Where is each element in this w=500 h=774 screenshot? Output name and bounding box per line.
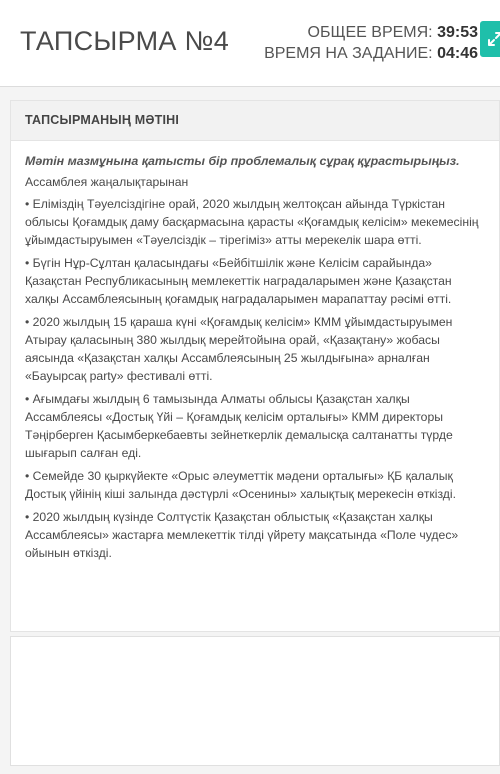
expand-button[interactable] (480, 21, 500, 57)
task-time-row (264, 43, 478, 64)
timers (264, 22, 478, 64)
news-paragraph: • Ағымдағы жылдың 6 тамызында Алматы облысы Қазақстан халқы Ассамблеясы «Достық Үйі – Қоғамдық келісім орталығы» КММ директоры Тәңірберген Қасымберкебаевты зейнеткерлік демалысқа салтанатты түрде шығарып салған еді. (25, 392, 453, 460)
task-text-card (10, 100, 500, 632)
task-time-label: ВРЕМЯ НА ЗАДАНИЕ: (264, 45, 433, 62)
task-time-value: 04:46 (437, 45, 478, 62)
task-question: Мәтін мазмұнына қатысты бір проблемалық сұрақ құрастырыңыз. (25, 154, 460, 168)
task-title: ТАПСЫРМА №4 (20, 26, 230, 56)
header-divider (0, 86, 500, 87)
header (0, 0, 500, 86)
news-paragraph: • 2020 жылдың 15 қараша күні «Қоғамдық келісім» КММ ұйымдастыруымен Атырау қаласының 380 жылдық мерейтойына орай, «Қазақтану» жобасы аясында «Қазақстан халқы Ассамблеясының 25 жылдығына» арналған «Бауырсақ party» фестивалі өтті. (25, 315, 453, 383)
answer-input[interactable] (10, 636, 500, 766)
task-text-body (11, 141, 499, 562)
news-paragraph: • Еліміздің Тәуелсіздігіне орай, 2020 жылдың желтоқсан айында Түркістан облысы Қоғамдық даму басқармасына қарасты «Қоғамдық келісім» мекемесінің ұйымдастыруымен «Тәуелсіздік – тірегіміз» атты мерекелік шара өтті. (25, 197, 479, 247)
total-time-label: ОБЩЕЕ ВРЕМЯ: (307, 24, 433, 41)
task-text-heading: ТАПСЫРМАНЫҢ МӘТІНІ (11, 101, 499, 141)
total-time-value: 39:53 (437, 24, 478, 41)
news-paragraph: • Семейде 30 қыркүйекте «Орыс әлеуметтік мәдени орталығы» ҚБ қалалық Достық үйінің кіші залында дәстүрлі «Осенины» халықтық мерекесін өткізді. (25, 469, 456, 501)
total-time-row (264, 22, 478, 43)
news-subheading: Ассамблея жаңалықтарынан (25, 175, 189, 189)
news-paragraph: • Бүгін Нұр-Сұлтан қаласындағы «Бейбітшілік және Келісім сарайында» Қазақстан Республикасының мемлекеттік наградаларымен және Қазақстан халқы Ассамблеясының қоғамдық наградаларымен марапаттау рәсімі өтті. (25, 256, 452, 306)
news-paragraph: • 2020 жылдың күзінде Солтүстік Қазақстан облыстық «Қазақстан халқы Ассамблеясы» жастарға мемлекеттік тілді үйрету мақсатында «Поле чудес» ойынын өткізді. (25, 510, 459, 560)
expand-icon (487, 31, 500, 47)
